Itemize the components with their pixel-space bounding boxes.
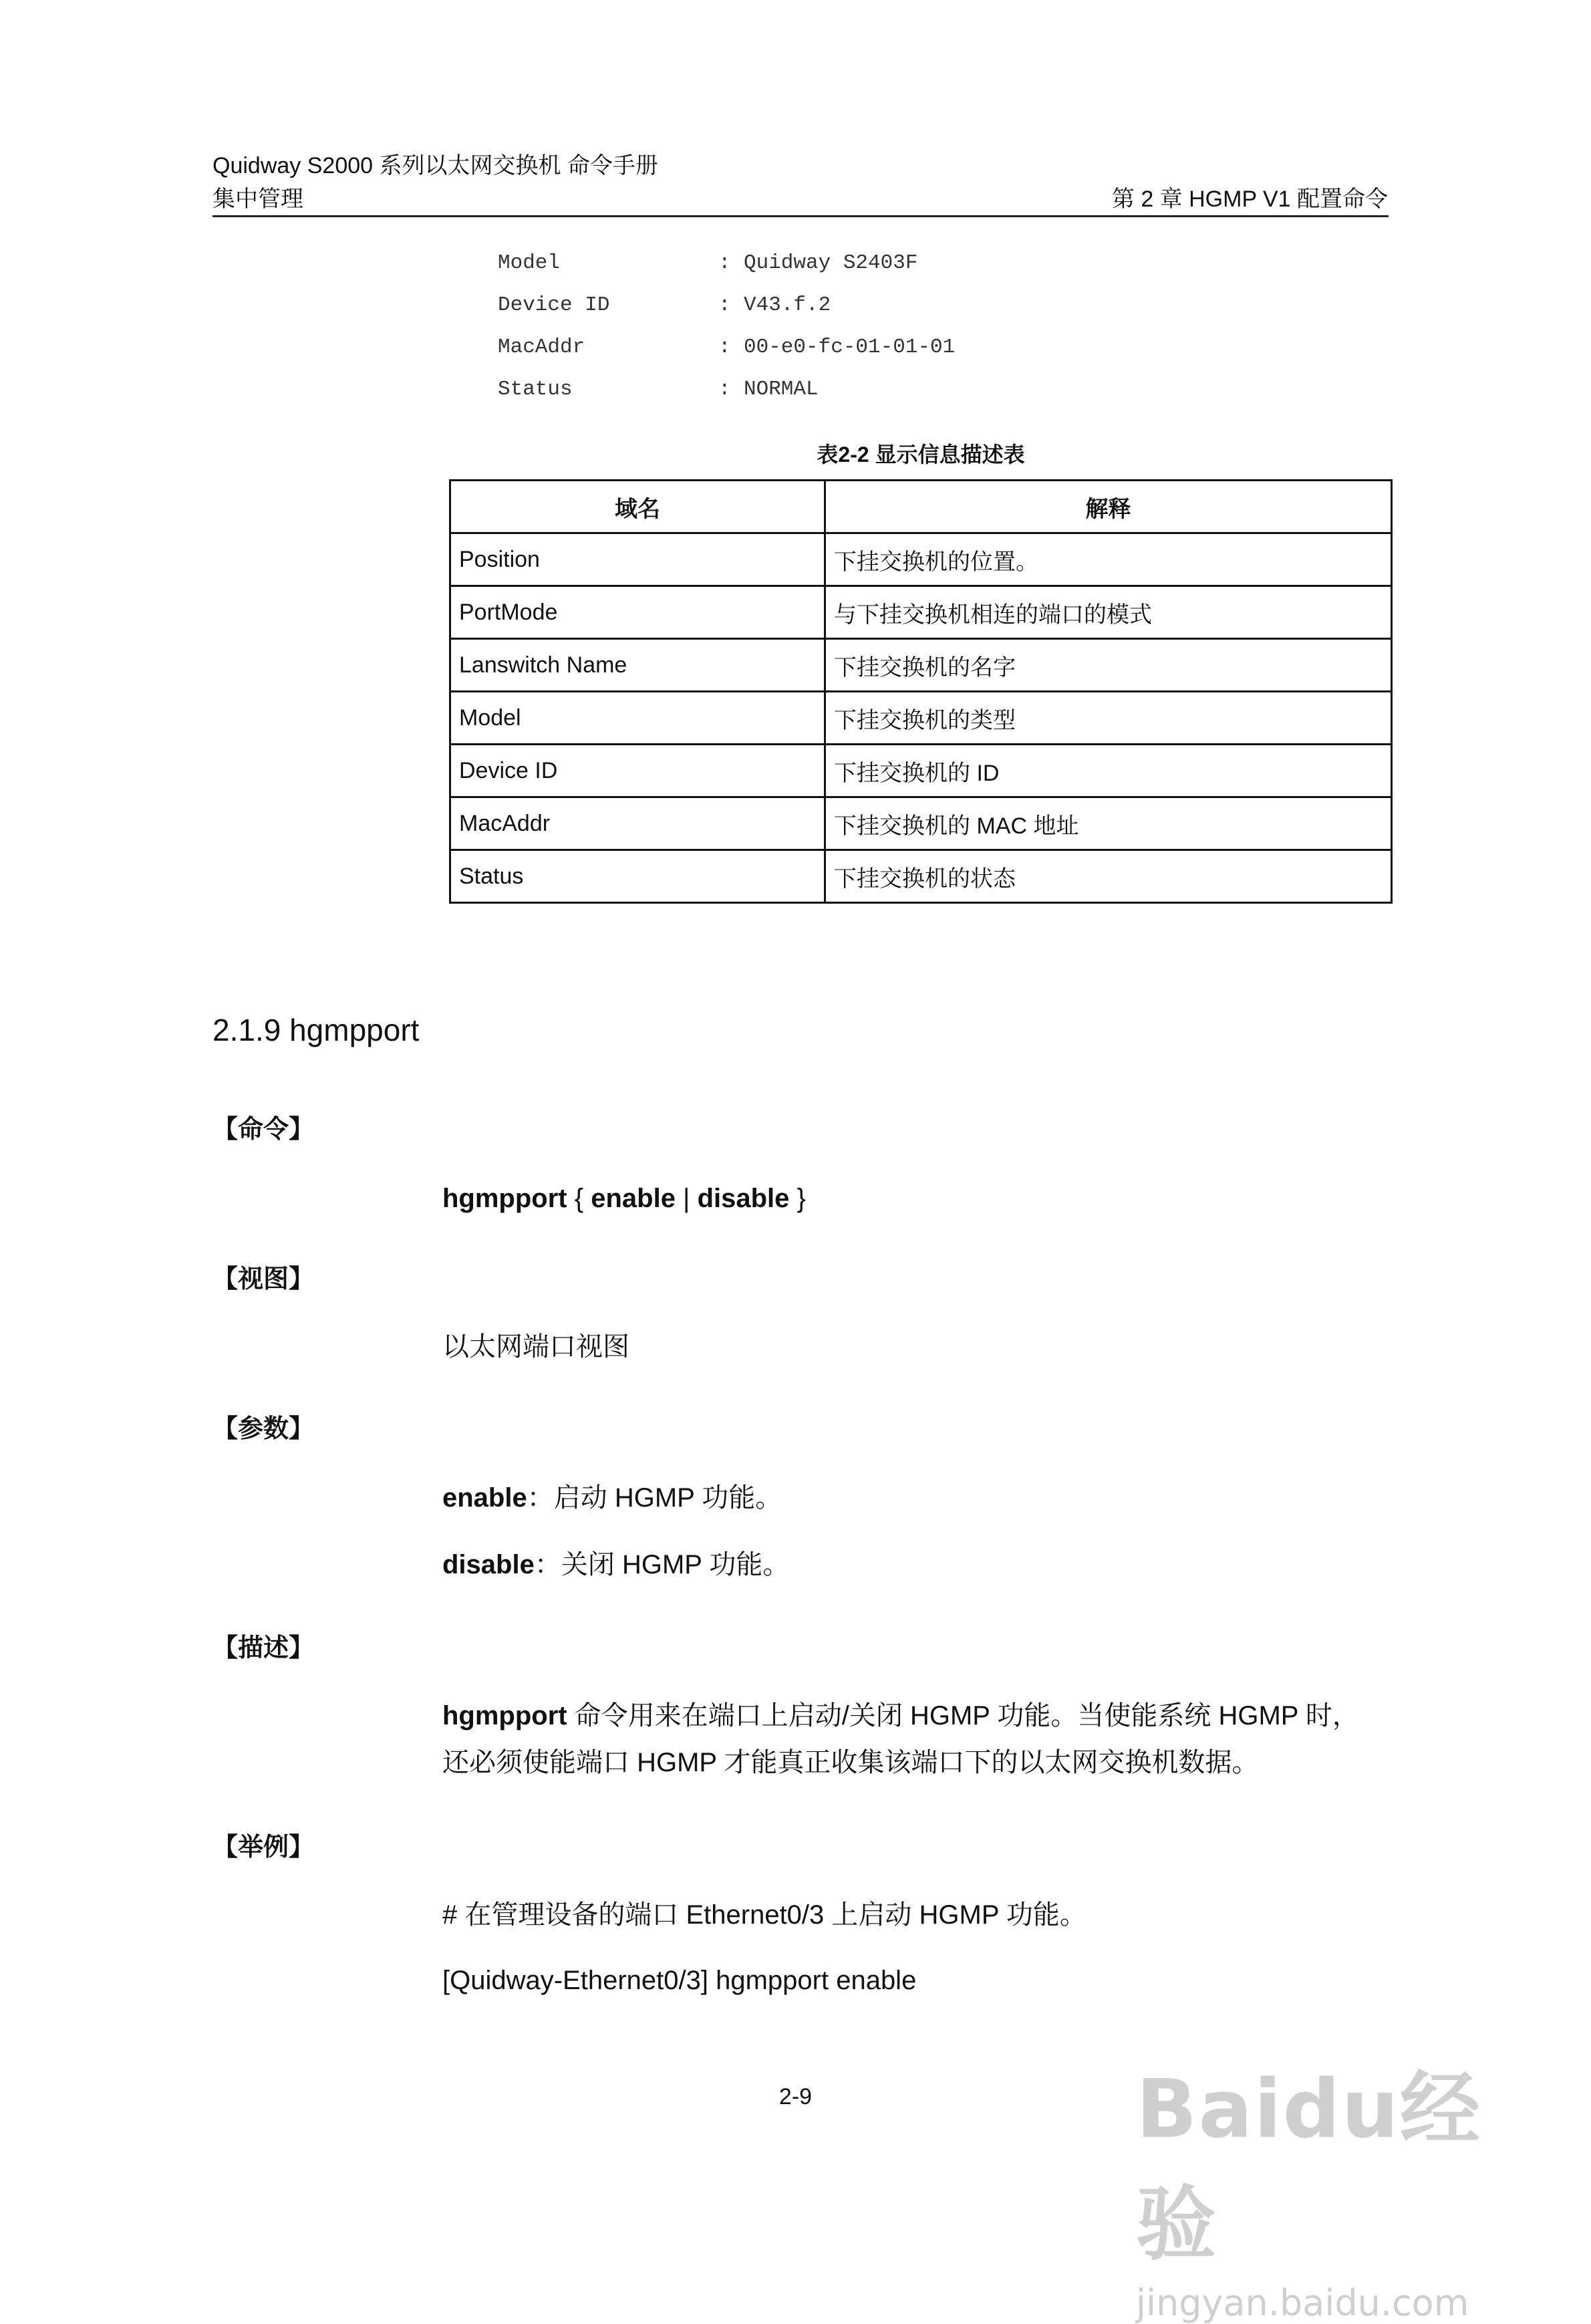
param-name: enable bbox=[442, 1483, 527, 1513]
page-number: 2-9 bbox=[778, 2084, 813, 2109]
code-sep: : bbox=[718, 378, 731, 401]
table-row bbox=[450, 533, 1392, 586]
header-title: Quidway S2000 系列以太网交换机 命令手册 bbox=[212, 153, 658, 178]
brace-open: { bbox=[567, 1184, 591, 1213]
table-cell: PortMode bbox=[450, 586, 825, 639]
table-cell: 与下挂交换机相连的端口的模式 bbox=[825, 586, 1392, 639]
header-chapter: 第 2 章 HGMP V1 配置命令 bbox=[1111, 186, 1388, 212]
option-disable: disable bbox=[697, 1184, 790, 1213]
table-cell: 下挂交换机的位置。 bbox=[825, 533, 1392, 586]
table-cell: Device ID bbox=[450, 745, 825, 797]
param-enable bbox=[442, 1474, 782, 1521]
table-cell: Position bbox=[450, 533, 825, 586]
table-cell: MacAddr bbox=[450, 797, 825, 850]
option-separator: | bbox=[675, 1184, 698, 1213]
example-label: 【举例】 bbox=[212, 1833, 315, 1861]
column-header: 域名 bbox=[450, 481, 825, 533]
table-row bbox=[450, 745, 1392, 797]
param-disable bbox=[442, 1541, 789, 1588]
code-key: Status bbox=[498, 378, 573, 401]
command-syntax bbox=[442, 1175, 806, 1222]
param-name: disable bbox=[442, 1550, 535, 1579]
table-cell: Lanswitch Name bbox=[450, 639, 825, 692]
desc-label: 【描述】 bbox=[212, 1634, 315, 1662]
table-row bbox=[450, 850, 1392, 903]
header-rule bbox=[212, 215, 1389, 217]
desc-line-1 bbox=[442, 1692, 1359, 1739]
header-subtitle: 集中管理 bbox=[212, 186, 303, 212]
params-label: 【参数】 bbox=[212, 1415, 315, 1443]
desc-keyword: hgmpport bbox=[442, 1701, 567, 1730]
code-sep: : bbox=[718, 336, 731, 359]
table-cell: 下挂交换机的 MAC 地址 bbox=[825, 797, 1392, 850]
code-key: Device ID bbox=[498, 293, 610, 317]
code-value: V43.f.2 bbox=[744, 293, 831, 317]
table-row bbox=[450, 586, 1392, 639]
brace-close: } bbox=[789, 1184, 806, 1213]
code-key: Model bbox=[498, 251, 561, 275]
section-title: 2.1.9 hgmpport bbox=[212, 1013, 420, 1047]
watermark-brand: Baidu经验 bbox=[1136, 2063, 1481, 2271]
baidu-watermark bbox=[1136, 2045, 1510, 2324]
table-cell: Status bbox=[450, 850, 825, 903]
param-desc: ：关闭 HGMP 功能。 bbox=[534, 1550, 790, 1579]
desc-text: 命令用来在端口上启动/关闭 HGMP 功能。当使能系统 HGMP 时， bbox=[567, 1701, 1359, 1730]
table-caption: 表2-2 显示信息描述表 bbox=[817, 442, 1025, 467]
code-value: NORMAL bbox=[744, 378, 819, 401]
watermark-url: jingyan.baidu.com bbox=[1136, 2282, 1469, 2324]
command-label: 【命令】 bbox=[212, 1116, 315, 1144]
command-keyword: hgmpport bbox=[442, 1184, 567, 1213]
code-value: 00-e0-fc-01-01-01 bbox=[744, 336, 956, 359]
table-cell: Model bbox=[450, 692, 825, 745]
option-enable: enable bbox=[591, 1184, 676, 1213]
view-label: 【视图】 bbox=[212, 1265, 315, 1293]
view-text: 以太网端口视图 bbox=[442, 1332, 629, 1362]
table-row bbox=[450, 639, 1392, 692]
table-cell: 下挂交换机的名字 bbox=[825, 639, 1392, 692]
code-key: MacAddr bbox=[498, 336, 585, 359]
table-row bbox=[450, 692, 1392, 745]
example-command: [Quidway-Ethernet0/3] hgmpport enable bbox=[442, 1966, 917, 1995]
code-sep: : bbox=[718, 251, 731, 275]
param-desc: ：启动 HGMP 功能。 bbox=[527, 1483, 782, 1513]
table-header-row bbox=[450, 481, 1392, 533]
table-cell: 下挂交换机的状态 bbox=[825, 850, 1392, 903]
code-value: Quidway S2403F bbox=[744, 251, 918, 275]
description-table bbox=[449, 479, 1393, 904]
code-sep: : bbox=[718, 293, 731, 317]
example-comment: # 在管理设备的端口 Ethernet0/3 上启动 HGMP 功能。 bbox=[442, 1900, 1087, 1930]
table-row bbox=[450, 797, 1392, 850]
column-header: 解释 bbox=[825, 481, 1392, 533]
desc-line-2: 还必须使能端口 HGMP 才能真正收集该端口下的以太网交换机数据。 bbox=[442, 1748, 1259, 1777]
table-cell: 下挂交换机的类型 bbox=[825, 692, 1392, 745]
table-cell: 下挂交换机的 ID bbox=[825, 745, 1392, 797]
